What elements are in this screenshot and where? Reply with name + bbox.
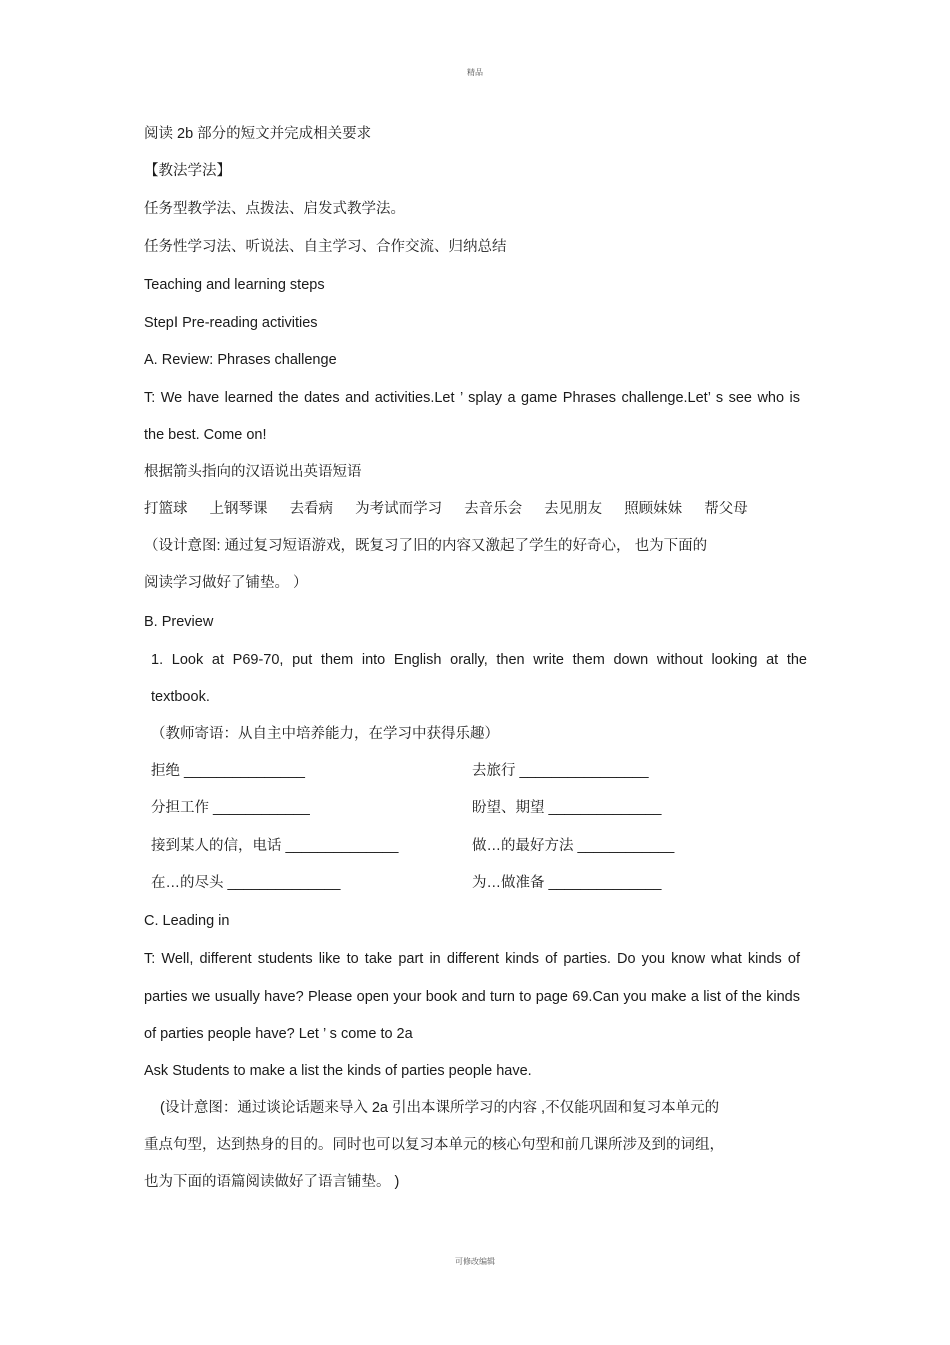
text-line: Teaching and learning steps — [144, 277, 325, 293]
text-line: 1. Look at P69-70, put them into English orally, then write them down without looking at the — [151, 652, 807, 668]
phrase-item: 帮父母 — [704, 501, 748, 517]
phrase-item: 为考试而学习 — [355, 501, 443, 517]
text-line: 阅读 2b 部分的短文并完成相关要求 — [144, 126, 372, 142]
step-heading: StepⅠ Pre-reading activities — [144, 315, 318, 331]
phrase-item: 去看病 — [289, 501, 334, 517]
text-line: 根据箭头指向的汉语说出英语短语 — [144, 464, 362, 480]
text-line: of parties people have? Let ’ s come to 2a — [144, 1026, 413, 1042]
phrase-item: 照顾妹妹 — [624, 501, 683, 517]
text-line: Ask Students to make a list the kinds of parties people have. — [144, 1063, 532, 1079]
text-line: parties we usually have? Please open your book and turn to page 69.Can you make a list of the kinds — [144, 989, 800, 1005]
text-line: T: We have learned the dates and activities.Let ’ splay a game Phrases challenge.Let’ s see who is — [144, 390, 800, 406]
text-line: 任务性学习法、听说法、自主学习、合作交流、归纳总结 — [144, 239, 507, 255]
page-footer: 可修改编辑 — [455, 1257, 495, 1266]
page-header: 精品 — [467, 68, 483, 77]
blank-item: 分担工作 ____________ — [151, 800, 310, 816]
blank-item: 做…的最好方法 ____________ — [472, 838, 675, 854]
text-line: （设计意图: 通过复习短语游戏，既复习了旧的内容又激起了学生的好奇心， 也为下面的 — [144, 538, 708, 554]
text-line: 重点句型，达到热身的目的。同时也可以复习本单元的核心句型和前几课所涉及到的词组， — [144, 1137, 724, 1153]
subheading: B. Preview — [144, 614, 214, 630]
blank-item: 为…做准备 ______________ — [472, 875, 662, 891]
blank-item: 去旅行 ________________ — [472, 763, 649, 779]
phrase-list — [144, 500, 766, 518]
section-heading: 【教法学法】 — [144, 163, 231, 179]
blank-item: 拒绝 _______________ — [151, 763, 305, 779]
phrase-item: 打篮球 — [144, 501, 188, 517]
phrase-item: 上钢琴课 — [209, 501, 268, 517]
text-line: 阅读学习做好了铺垫。 ） — [144, 575, 308, 591]
phrase-item: 去音乐会 — [464, 501, 523, 517]
text-line: T: Well, different students like to take part in different kinds of parties. Do you know what kinds of — [144, 951, 800, 967]
text-line: (设计意图：通过谈论话题来导入 2a 引出本课所学习的内容 ,不仅能巩固和复习本单元的 — [160, 1100, 720, 1116]
phrase-item: 去见朋友 — [544, 501, 603, 517]
text-line: 也为下面的语篇阅读做好了语言铺垫。 ) — [144, 1174, 400, 1190]
blank-item: 盼望、期望 ______________ — [472, 800, 662, 816]
blank-item: 接到某人的信，电话 ______________ — [151, 838, 399, 854]
text-line: 任务型教学法、点拨法、启发式教学法。 — [144, 201, 405, 217]
text-line: the best. Come on! — [144, 427, 267, 443]
text-line: textbook. — [151, 689, 210, 705]
subheading: A. Review: Phrases challenge — [144, 352, 337, 368]
blank-item: 在…的尽头 ______________ — [151, 875, 341, 891]
subheading: C. Leading in — [144, 913, 230, 929]
teacher-note: （教师寄语：从自主中培养能力，在学习中获得乐趣） — [151, 726, 499, 742]
